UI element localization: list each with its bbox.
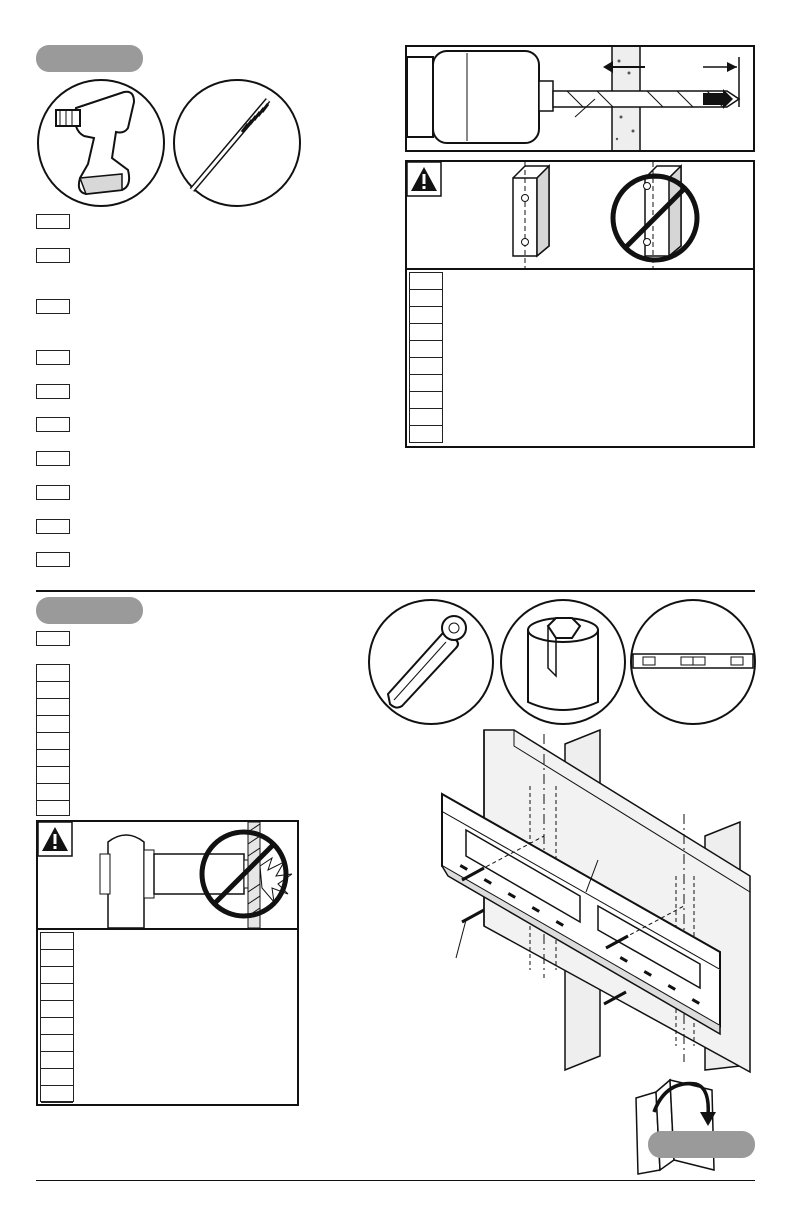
warning-triangle-icon (407, 162, 441, 196)
ratchet-wrench-illustration (366, 598, 496, 726)
stud-incorrect-illustration (605, 162, 705, 268)
step-label-b1 (36, 631, 70, 646)
next-page-pill (648, 1131, 755, 1158)
section-divider (36, 590, 755, 592)
stud-correct-illustration (505, 162, 565, 268)
socket-overtighten-illustration (96, 822, 296, 928)
page-turn-icon (626, 1076, 746, 1176)
socket-warning-label-stack (40, 932, 74, 1102)
step-label-b-stack (36, 664, 70, 816)
step-label-a7 (36, 451, 70, 466)
step-label-a10 (36, 552, 70, 567)
drill-bit-illustration (172, 78, 302, 208)
level-illustration (629, 598, 759, 726)
footer-rule (36, 1180, 755, 1181)
step-label-a9 (36, 519, 70, 534)
step-label-a3 (36, 299, 70, 314)
step-label-a6 (36, 417, 70, 432)
stud-warning-label-stack (409, 272, 443, 443)
step-label-a5 (36, 384, 70, 399)
section-b-header-pill (36, 597, 143, 624)
warning-triangle-icon (38, 822, 72, 856)
step-label-a1 (36, 214, 70, 229)
socket-illustration (498, 598, 628, 726)
wall-plate-installation-illustration (420, 726, 755, 1076)
drill-depth-illustration (407, 47, 753, 150)
step-label-a2 (36, 248, 70, 263)
drill-tool-illustration (36, 78, 166, 208)
step-label-a8 (36, 485, 70, 500)
section-a-header-pill (36, 45, 143, 72)
step-label-a4 (36, 350, 70, 365)
